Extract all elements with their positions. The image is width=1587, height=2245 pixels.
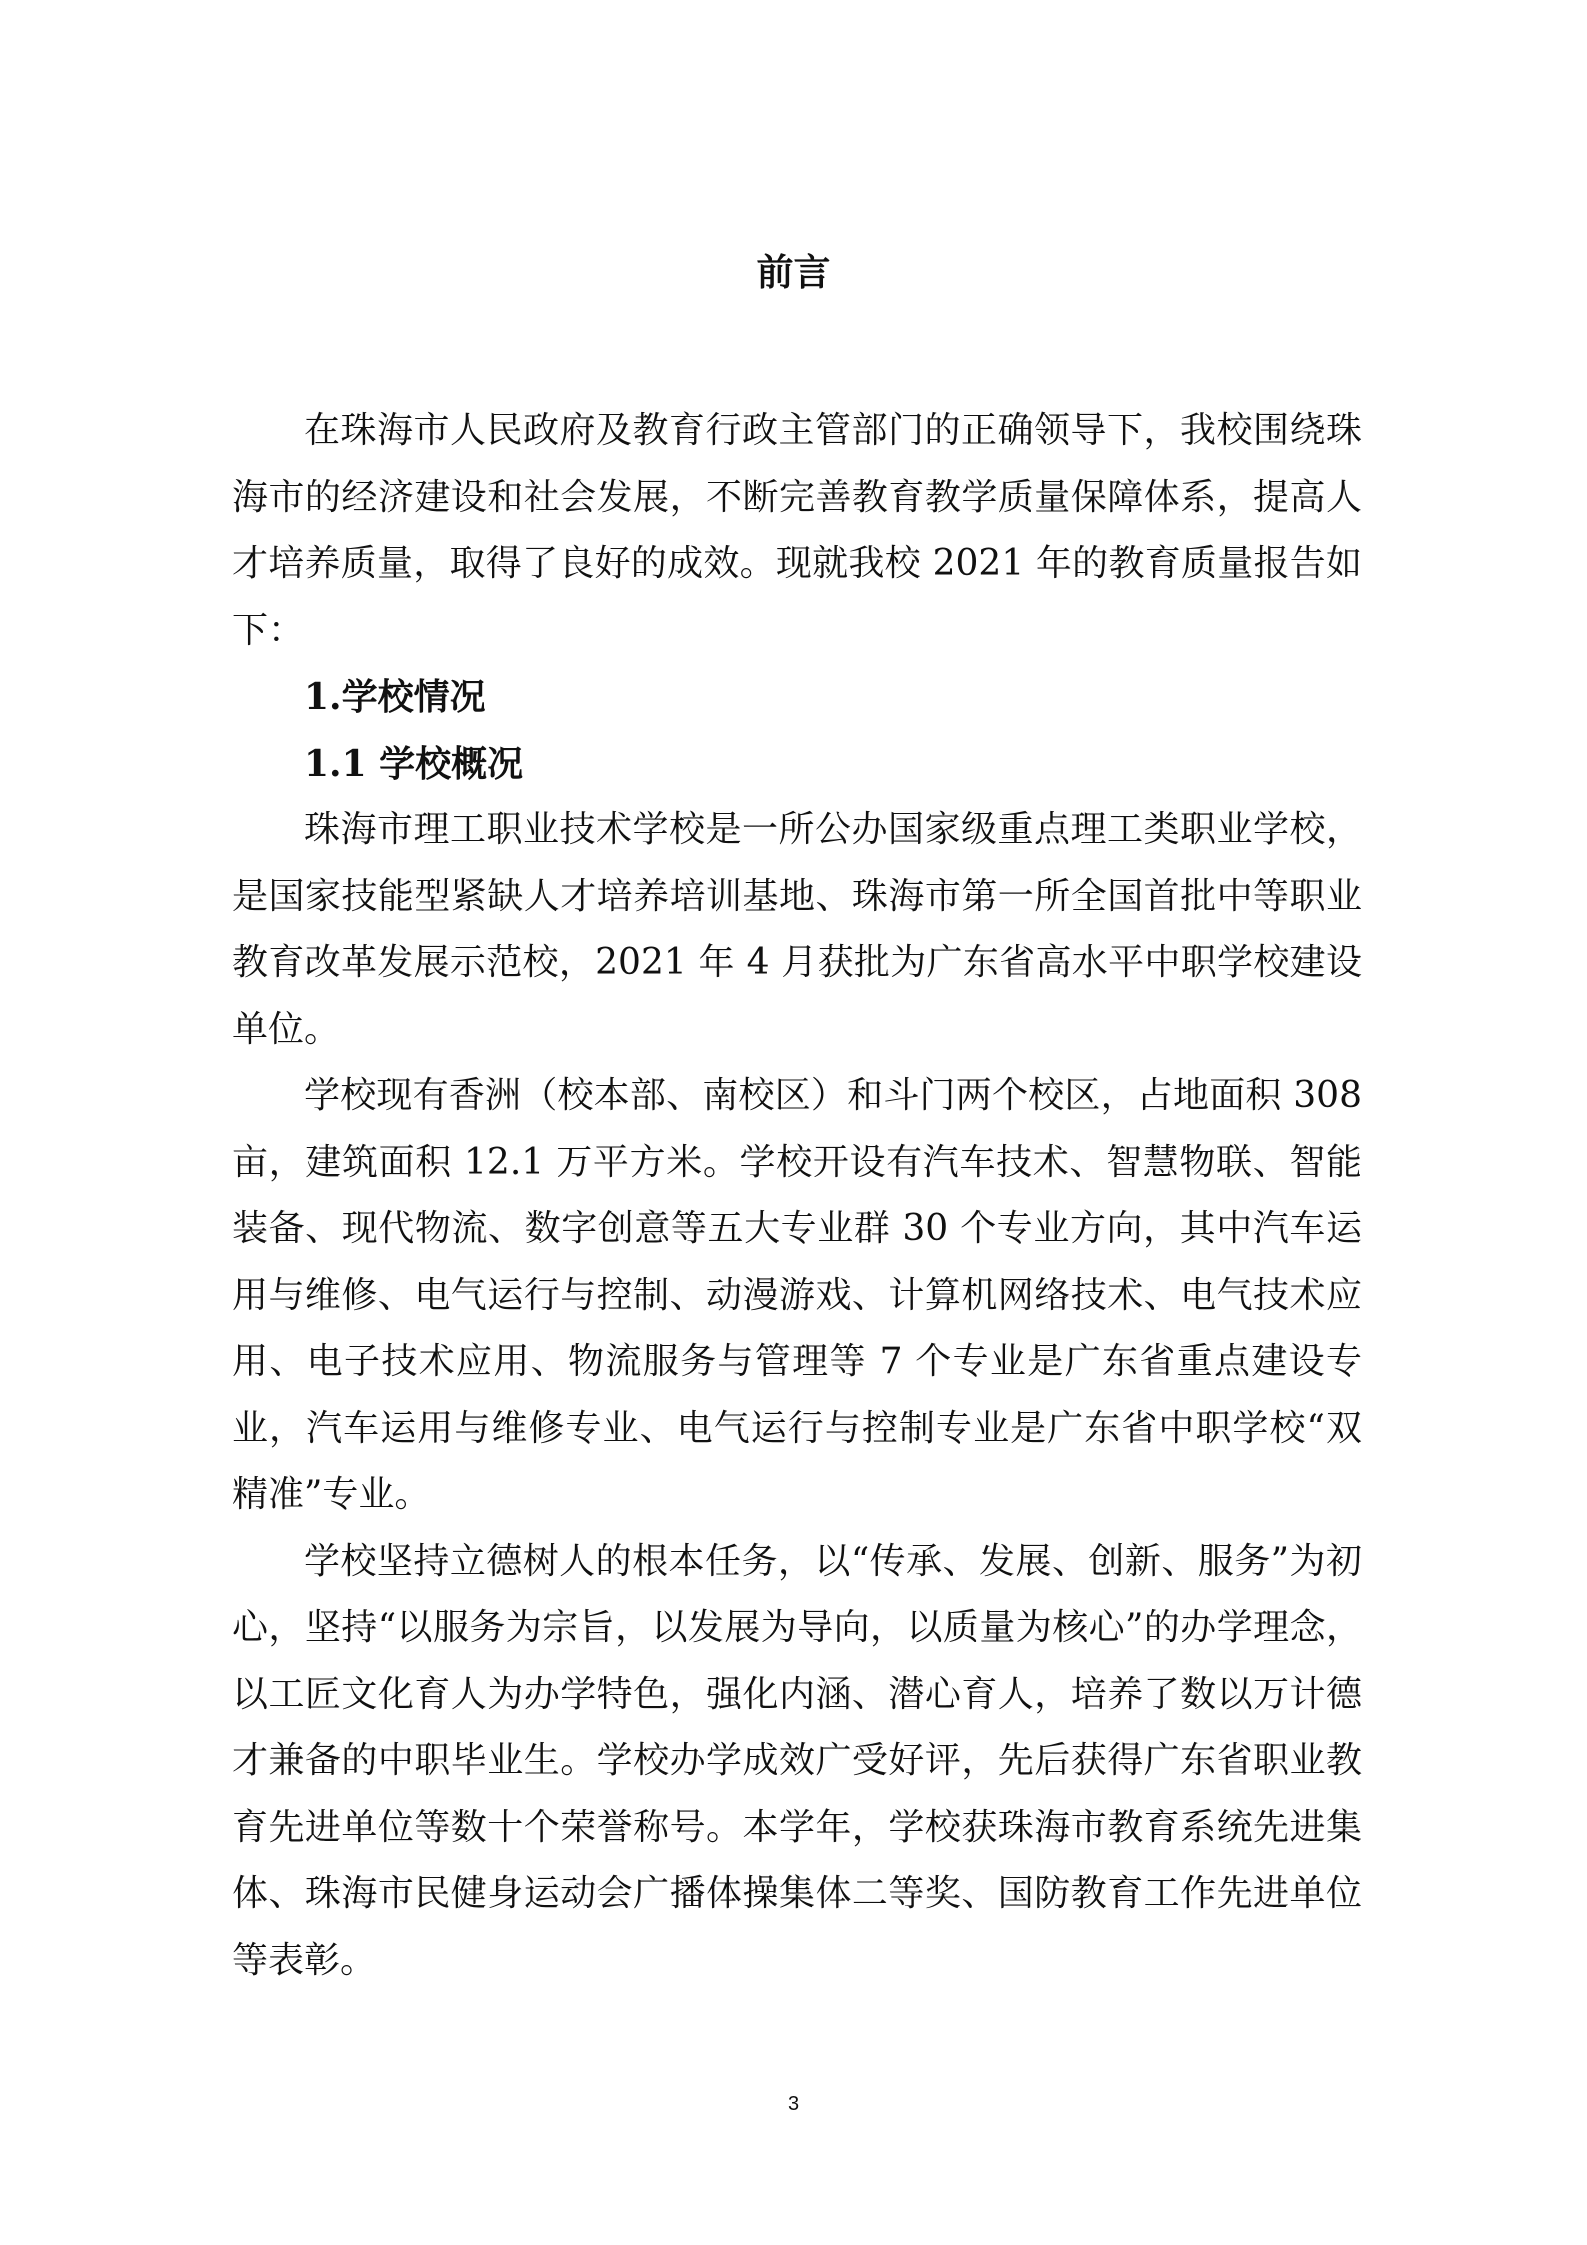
mission-and-honors-paragraph: 学校坚持立德树人的根本任务，以“传承、发展、创新、服务”为初心，坚持“以服务为宗旨，以发展为导向，以质量为核心”的办学理念，以工匠文化育人为办学特色，强化内涵、潜心育人，培养了数以万计德才兼备的中职毕业生。学校办学成效广受好评，先后获得广东省职业教育先进单位等数十个荣誉称号。本学年，学校获珠海市教育系统先进集体、珠海市民健身运动会广播体操集体二等奖、国防教育工作先进单位等表彰。 (232, 1540, 1362, 1981)
school-overview-paragraph: 珠海市理工职业技术学校是一所公办国家级重点理工类职业学校，是国家技能型紧缺人才培养培训基地、珠海市第一所全国首批中等职业教育改革发展示范校，2021 年 4 月获批为广东省高水平中职学校建设单位。 (232, 809, 1362, 1050)
section-1-1-heading: 1.1 学校概况 (304, 742, 524, 785)
document-body (232, 398, 1362, 1994)
campus-and-majors-paragraph: 学校现有香洲（校本部、南校区）和斗门两个校区，占地面积 308 亩，建筑面积 12.1 万平方米。学校开设有汽车技术、智慧物联、智能装备、现代物流、数字创意等五大专业群 30 个专业方向，其中汽车运用与维修、电气运行与控制、动漫游戏、计算机网络技术、电气技术应用、电子技术应用、物流服务与管理等 7 个专业是广东省重点建设专业，汽车运用与维修专业、电气运行与控制专业是广东省中职学校“双精准”专业。 (232, 1075, 1362, 1515)
section-1-heading: 1.学校情况 (304, 676, 486, 718)
page-title: 前言 (756, 250, 831, 294)
intro-paragraph: 在珠海市人民政府及教育行政主管部门的正确领导下，我校围绕珠海市的经济建设和社会发展，不断完善教育教学质量保障体系，提高人才培养质量，取得了良好的成效。现就我校 2021 年的教育质量报告如下： (232, 410, 1362, 651)
page-number: 3 (787, 2093, 800, 2115)
